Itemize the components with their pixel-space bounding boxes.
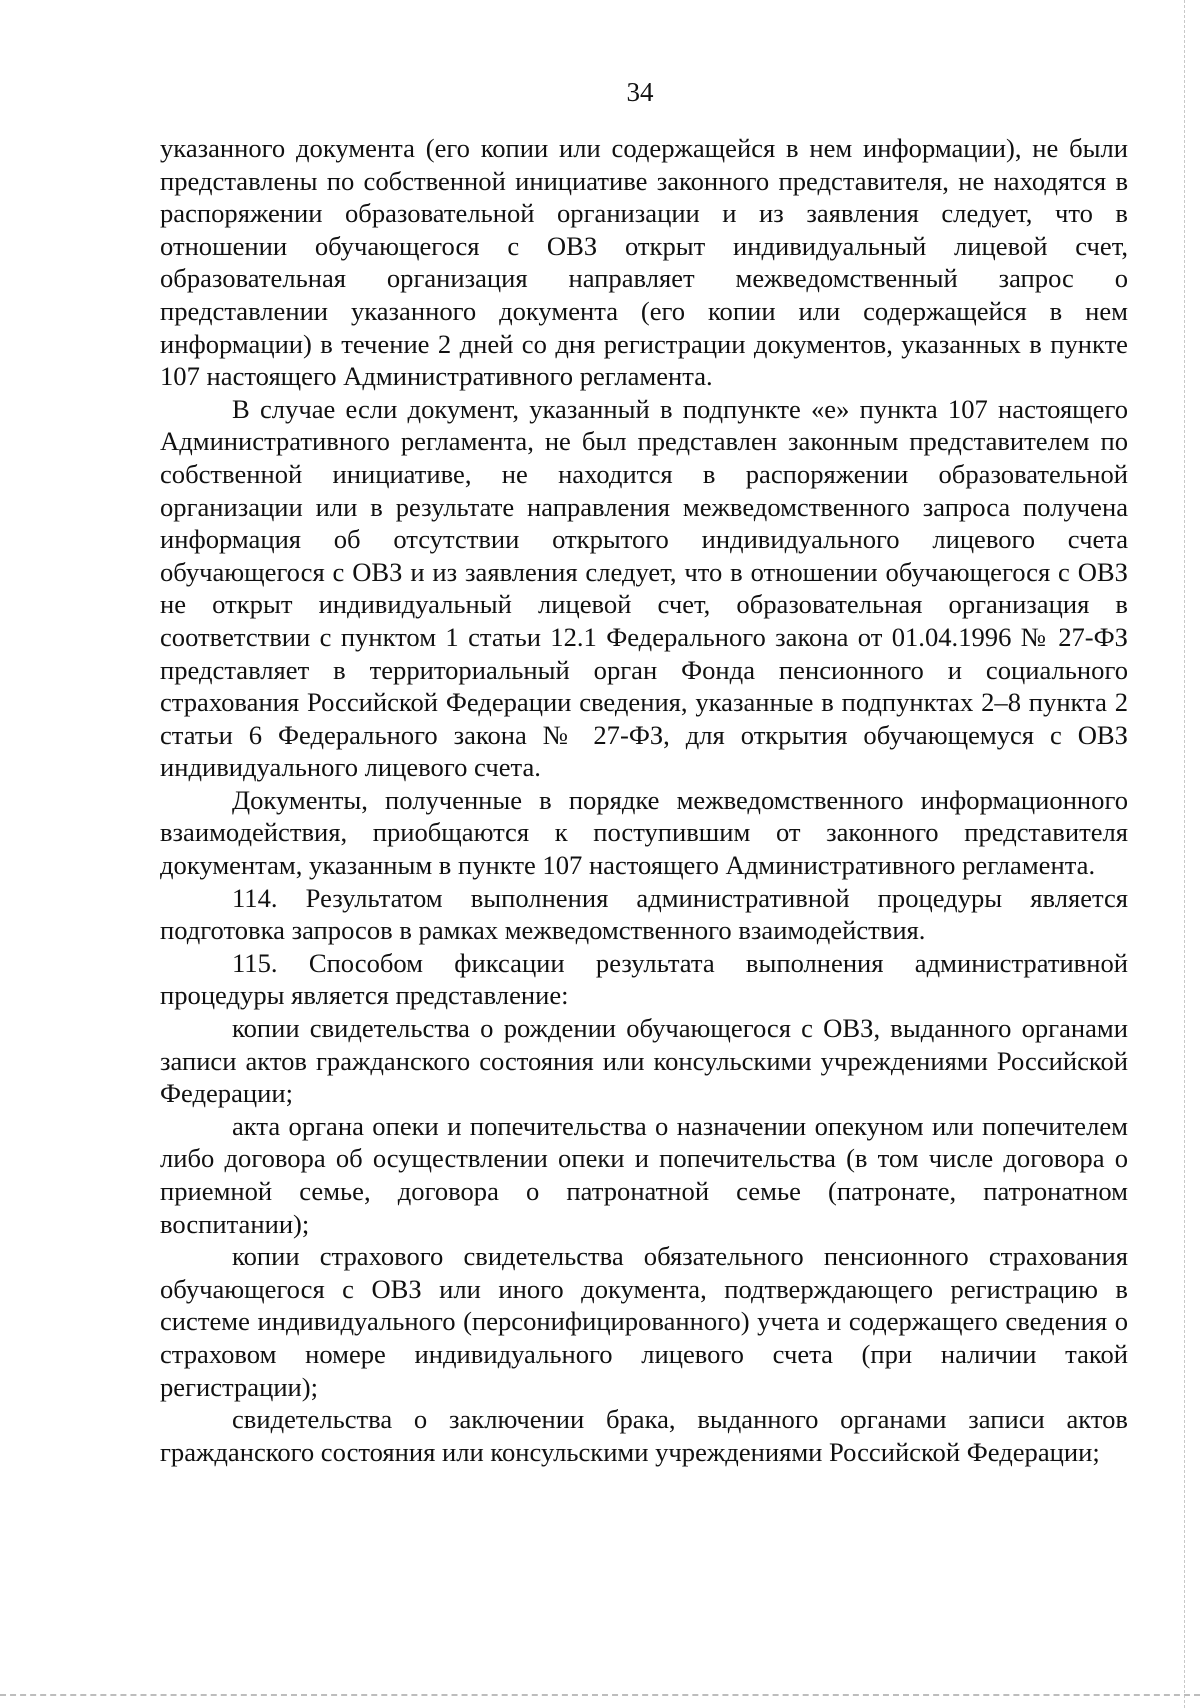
page-number: 34 [626,77,654,107]
paragraph: Документы, полученные в порядке межведомственного информационного взаимодействия, приобщаются к поступившим от законного представителя документам, указанным в пункте 107 настоящего Административного регламента. [160,784,1128,881]
paragraph-item-115: 115. Способом фиксации результата выполнения административной процедуры является представление: [160,947,1128,1011]
paragraph-item-114: 114. Результатом выполнения административной процедуры является подготовка запросов в рамках межведомственного взаимодействия. [160,882,1128,946]
paragraph: В случае если документ, указанный в подпункте «е» пункта 107 настоящего Административного регламента, не был представлен законным представителем по собственной инициативе, не находится в распоряжении образовательной организации или в результате направления межведомственного запроса получена информация об отсутствии открытого индивидуального лицевого счета обучающегося с ОВЗ и из заявления следует, что в отношении обучающегося с ОВЗ не открыт индивидуальный лицевой счет, образовательная организация в соответствии с пунктом 1 статьи 12.1 Федерального закона от 01.04.1996 № 27-ФЗ представляет в территориальный орган Фонда пенсионного и социального страхования Российской Федерации сведения, указанные в подпунктах 2–8 пункта 2 статьи 6 Федерального закона № 27-ФЗ, для открытия обучающемуся с ОВЗ индивидуального лицевого счета. [160,393,1128,783]
scan-edge-right [1184,0,1185,1708]
scan-edge-bottom [0,1694,1200,1696]
document-body [160,132,1128,1468]
list-item: копии свидетельства о рождении обучающегося с ОВЗ, выданного органами записи актов гражданского состояния или консульскими учреждениями Российской Федерации; [160,1013,1128,1109]
paragraph-continuation: указанного документа (его копии или содержащейся в нем информации), не были представлены по собственной инициативе законного представителя, не находятся в распоряжении образовательной организации и из заявления следует, что в отношении обучающегося с ОВЗ открыт индивидуальный лицевой счет, образовательная организация направляет межведомственный запрос о представлении указанного документа (его копии или содержащейся в нем информации) в течение 2 дней со дня регистрации документов, указанных в пункте 107 настоящего Административного регламента. [160,133,1128,392]
list-item: акта органа опеки и попечительства о назначении опекуном или попечителем либо договора об осуществлении опеки и попечительства (в том числе договора о приемной семье, договора о патронатной семье (патронате, патронатном воспитании); [160,1110,1128,1239]
list-item: свидетельства о заключении брака, выданного органами записи актов гражданского состояния или консульскими учреждениями Российской Федерации; [160,1404,1128,1467]
list-item: копии страхового свидетельства обязательного пенсионного страхования обучающегося с ОВЗ или иного документа, подтверждающего регистрацию в системе индивидуального (персонифицированного) учета и содержащего сведения о страховом номере индивидуального лицевого счета (при наличии такой регистрации); [160,1241,1128,1402]
